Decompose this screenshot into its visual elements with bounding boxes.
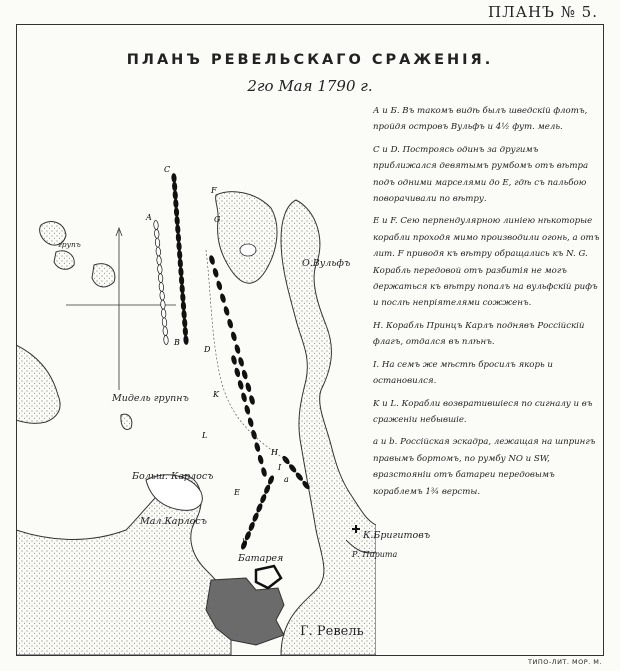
ship-line-kl	[261, 467, 268, 477]
swedish-ship-column-ab	[182, 318, 187, 327]
swedish-ship-column-ab	[181, 301, 186, 310]
printer-mark: ТИПО-ЛИТ. МОР. М.	[528, 658, 602, 666]
label-pirita: Р. Пирита	[352, 550, 398, 559]
ships-hi	[295, 472, 304, 482]
ship-line-kl	[244, 405, 251, 415]
swedish-ship-column-ab	[182, 310, 187, 319]
swedish-ship-column-ab	[178, 259, 183, 268]
ship-line-ef	[245, 382, 252, 392]
battle-map	[16, 100, 376, 655]
swedish-ship-column-ab	[175, 216, 180, 225]
label-big-karl: Больш. Карлосъ	[132, 471, 214, 482]
ship-line-kl	[234, 368, 241, 378]
russian-squadron-ab	[248, 521, 256, 531]
legend-entry-i: I. На семъ же мѣстѣ бросилъ якорь и остановился.	[373, 359, 553, 387]
label-revel: Г. Ревель	[300, 624, 364, 639]
marker-I: I	[278, 463, 282, 472]
swedish-ship-column-ab	[176, 233, 181, 242]
swedish-ship-column-cd	[162, 318, 167, 327]
swedish-ship-column-cd	[156, 256, 161, 265]
ship-line-kl	[241, 392, 248, 402]
ship-line-kl	[237, 380, 244, 390]
west-coast	[16, 345, 60, 423]
russian-squadron-ab	[252, 512, 260, 522]
swedish-ship-column-ab	[175, 225, 180, 234]
russian-squadron-ab	[263, 484, 271, 494]
russian-squadron-ab	[260, 494, 268, 504]
marker-H: H	[271, 448, 278, 457]
swedish-ship-column-ab	[183, 335, 188, 344]
ship-line-ef	[220, 293, 227, 303]
label-small-island: групъ	[58, 240, 81, 249]
marker-A: A	[146, 213, 152, 222]
swedish-ship-column-cd	[159, 282, 164, 291]
marker-E: E	[234, 488, 240, 497]
ship-line-ef	[238, 357, 245, 367]
marker-b: b	[242, 538, 248, 547]
swedish-ship-column-ab	[183, 327, 188, 336]
swedish-ship-column-cd	[154, 229, 159, 238]
ship-line-kl	[231, 355, 238, 365]
swedish-ship-column-ab	[172, 182, 177, 191]
swedish-ship-column-ab	[171, 173, 176, 182]
swedish-ship-column-cd	[156, 247, 161, 256]
marker-D: D	[204, 345, 211, 354]
label-middle-ground: Мидель групнъ	[112, 393, 189, 404]
marker-F: F	[211, 186, 217, 195]
legend-entry-ef: E и F. Сею перпендулярною линіею нѣкоторые корабли проходя мимо производили огонь, а отъ лит. F приводя къ вѣтру обращались къ N. G. Корабль передовой отъ разбитія не могъ держаться къ вѣтру попалъ на вульфскій рифъ и послѣ непріятелями сожженъ.	[373, 216, 600, 309]
swedish-ship-column-ab	[180, 293, 185, 302]
ship-line-ef	[223, 306, 230, 316]
swedish-ship-column-cd	[153, 220, 158, 229]
map-date: 2го Мая 1790 г.	[247, 77, 373, 95]
swedish-ship-column-cd	[163, 335, 168, 344]
label-small-karl: Мал.Карлосъ	[140, 516, 207, 527]
ship-line-ef	[234, 344, 241, 354]
legend-entry-kl: K и L. Корабли возвратившіеся по сигналу и въ сраженіи небывшіе.	[373, 398, 593, 425]
label-brigittov: К.Бригитовъ	[363, 530, 431, 541]
ship-line-ef	[212, 268, 219, 278]
wulf-island	[216, 192, 277, 284]
ship-line-ef	[209, 255, 216, 265]
ship-line-ef	[227, 319, 234, 329]
small-island-3	[92, 264, 115, 287]
small-island-2	[54, 251, 74, 269]
swedish-ship-column-ab	[178, 267, 183, 276]
russian-squadron-ab	[267, 475, 275, 485]
map-title: ПЛАНЪ РЕВЕЛЬСКАГО СРАЖЕНІЯ.	[126, 52, 494, 68]
battery-fort	[256, 566, 281, 588]
swedish-ship-column-ab	[179, 276, 184, 285]
swedish-ship-column-cd	[160, 291, 165, 300]
marker-G: G	[214, 215, 221, 224]
ship-line-kl	[247, 417, 254, 427]
swedish-ship-column-ab	[173, 199, 178, 208]
ship-line-kl	[254, 442, 261, 452]
ship-line-ef	[241, 370, 248, 380]
legend-entry-ab-russian: a и b. Россійская эскадра, лежащая на шпрингъ правымъ бортомъ, по румбу NO и SW, вразстояніи отъ батареи передовымъ кораблемъ 1¾ версты.	[373, 437, 596, 497]
swedish-ship-column-ab	[177, 250, 182, 259]
russian-squadron-ab	[256, 503, 264, 513]
swedish-ship-column-ab	[173, 190, 178, 199]
marker-C: C	[164, 165, 171, 174]
marker-L: L	[202, 431, 208, 440]
swedish-ship-column-ab	[177, 242, 182, 251]
small-island-4	[121, 414, 132, 429]
swedish-ship-column-cd	[158, 273, 163, 282]
marker-a: a	[284, 475, 289, 484]
ships-hi	[288, 463, 297, 473]
ship-line-kl	[257, 455, 264, 465]
ship-line-ef	[249, 395, 256, 405]
swedish-ship-column-cd	[160, 300, 165, 309]
label-wulf: О.Вульфъ	[302, 258, 351, 269]
ship-line-kl	[251, 430, 258, 440]
legend-entry-ab: А и Б. Въ такомъ видѣ былъ шведскій флотъ, пройдя островъ Вульфъ и 4½ фут. мель.	[373, 106, 588, 133]
legend-entry-cd: С и D. Построясь одинъ за другимъ приближался девятымъ румбомъ отъ вѣтра подъ одними марселями до Е, гдѣ съ пальбою поворачивали по вѣтру.	[373, 144, 589, 205]
swedish-ship-column-ab	[174, 207, 179, 216]
swedish-ship-column-cd	[163, 326, 168, 335]
swedish-ship-column-ab	[180, 284, 185, 293]
legend-entry-h: H. Корабль Принцъ Карлъ поднявъ Россійскій флагъ, отдался въ плѣнъ.	[373, 320, 585, 348]
swedish-ship-column-cd	[155, 238, 160, 247]
marker-B: B	[174, 338, 180, 347]
legend	[373, 103, 601, 506]
marker-K: K	[213, 390, 219, 399]
ship-line-ef	[230, 331, 237, 341]
label-battery: Батарея	[238, 553, 284, 564]
plan-number: ПЛАНЪ № 5.	[488, 3, 598, 21]
swedish-ship-column-cd	[157, 265, 162, 274]
ship-line-ef	[216, 281, 223, 291]
swedish-ship-column-cd	[161, 309, 166, 318]
